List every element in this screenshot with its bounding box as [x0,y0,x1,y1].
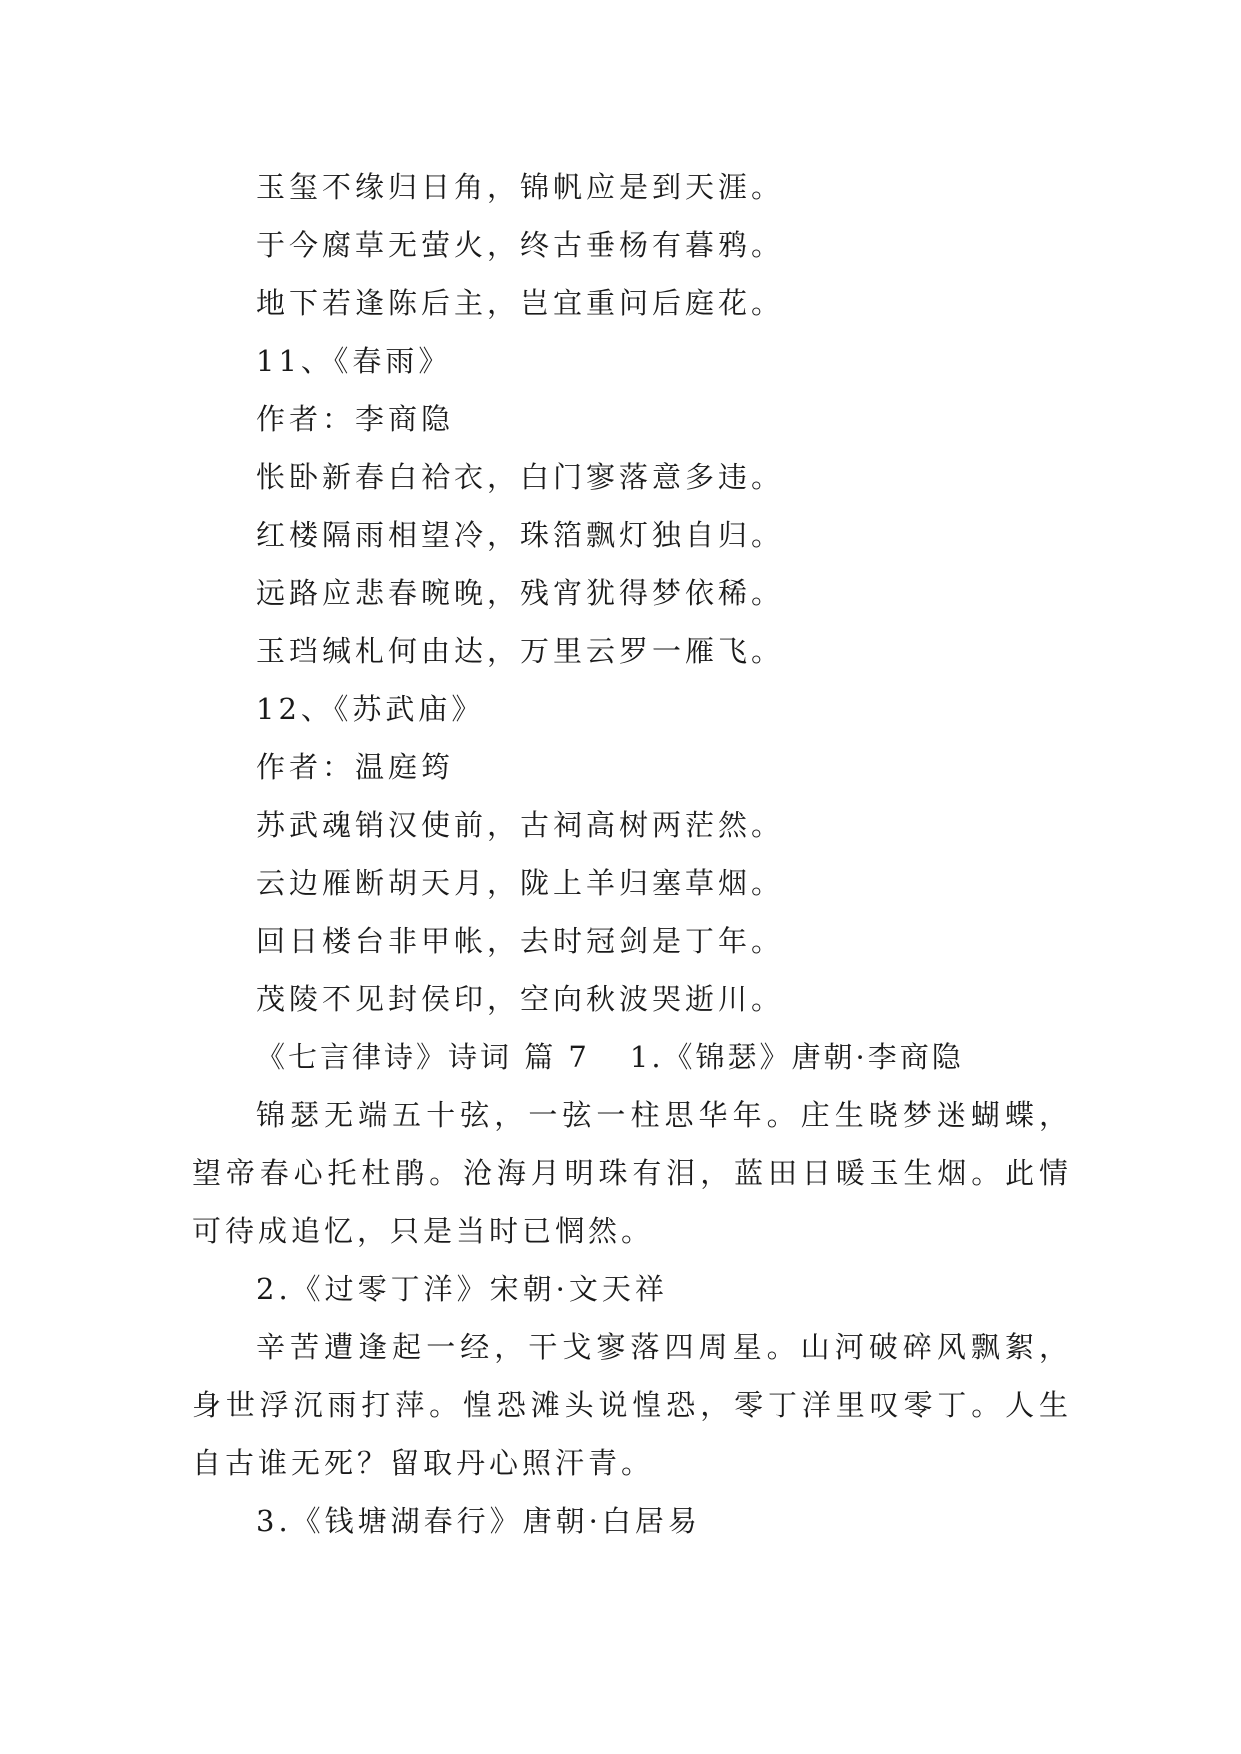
poem-paragraph: 锦瑟无端五十弦，一弦一柱思华年。庄生晓梦迷蝴蝶，望帝春心托杜鹃。沧海月明珠有泪，蓝田日暖玉生烟。此情可待成追忆，只是当时已惘然。 [192,1098,1072,1248]
poem-title: 12、《苏武庙》 [256,692,485,726]
poem-author: 作者：温庭筠 [256,750,455,784]
poem-line: 玉玺不缘归日角，锦帆应是到天涯。 [256,170,785,204]
poem-line: 苏武魂销汉使前，古祠高树两茫然。 [256,808,785,842]
poem-paragraph: 辛苦遭逢起一经，干戈寥落四周星。山河破碎风飘絮，身世浮沉雨打萍。惶恐滩头说惶恐，零丁洋里叹零丁。人生自古谁无死？留取丹心照汗青。 [192,1330,1072,1480]
item-title: 1.《锦瑟》唐朝·李商隐 [629,1040,964,1074]
poem-title: 11、《春雨》 [256,344,452,378]
section-heading-row [192,1028,1072,1086]
poem-line: 茂陵不见封侯印，空向秋波哭逝川。 [256,982,785,1016]
document-body [192,158,1072,1550]
poem-author: 作者：李商隐 [256,402,455,436]
poem-line: 回日楼台非甲帐，去时冠剑是丁年。 [256,924,785,958]
poem-line: 怅卧新春白袷衣，白门寥落意多违。 [256,460,785,494]
poem-line: 云边雁断胡天月，陇上羊归塞草烟。 [256,866,785,900]
item-title: 2.《过零丁洋》宋朝·文天祥 [256,1272,668,1306]
poem-line: 地下若逢陈后主，岂宜重问后庭花。 [256,286,785,320]
poem-line: 远路应悲春晼晚，残宵犹得梦依稀。 [256,576,785,610]
poem-line: 于今腐草无萤火，终古垂杨有暮鸦。 [256,228,785,262]
poem-line: 玉珰缄札何由达，万里云罗一雁飞。 [256,634,785,668]
section-heading: 《七言律诗》诗词 篇 7 [256,1040,590,1074]
poem-line: 红楼隔雨相望冷，珠箔飘灯独自归。 [256,518,785,552]
item-title: 3.《钱塘湖春行》唐朝·白居易 [256,1504,701,1538]
